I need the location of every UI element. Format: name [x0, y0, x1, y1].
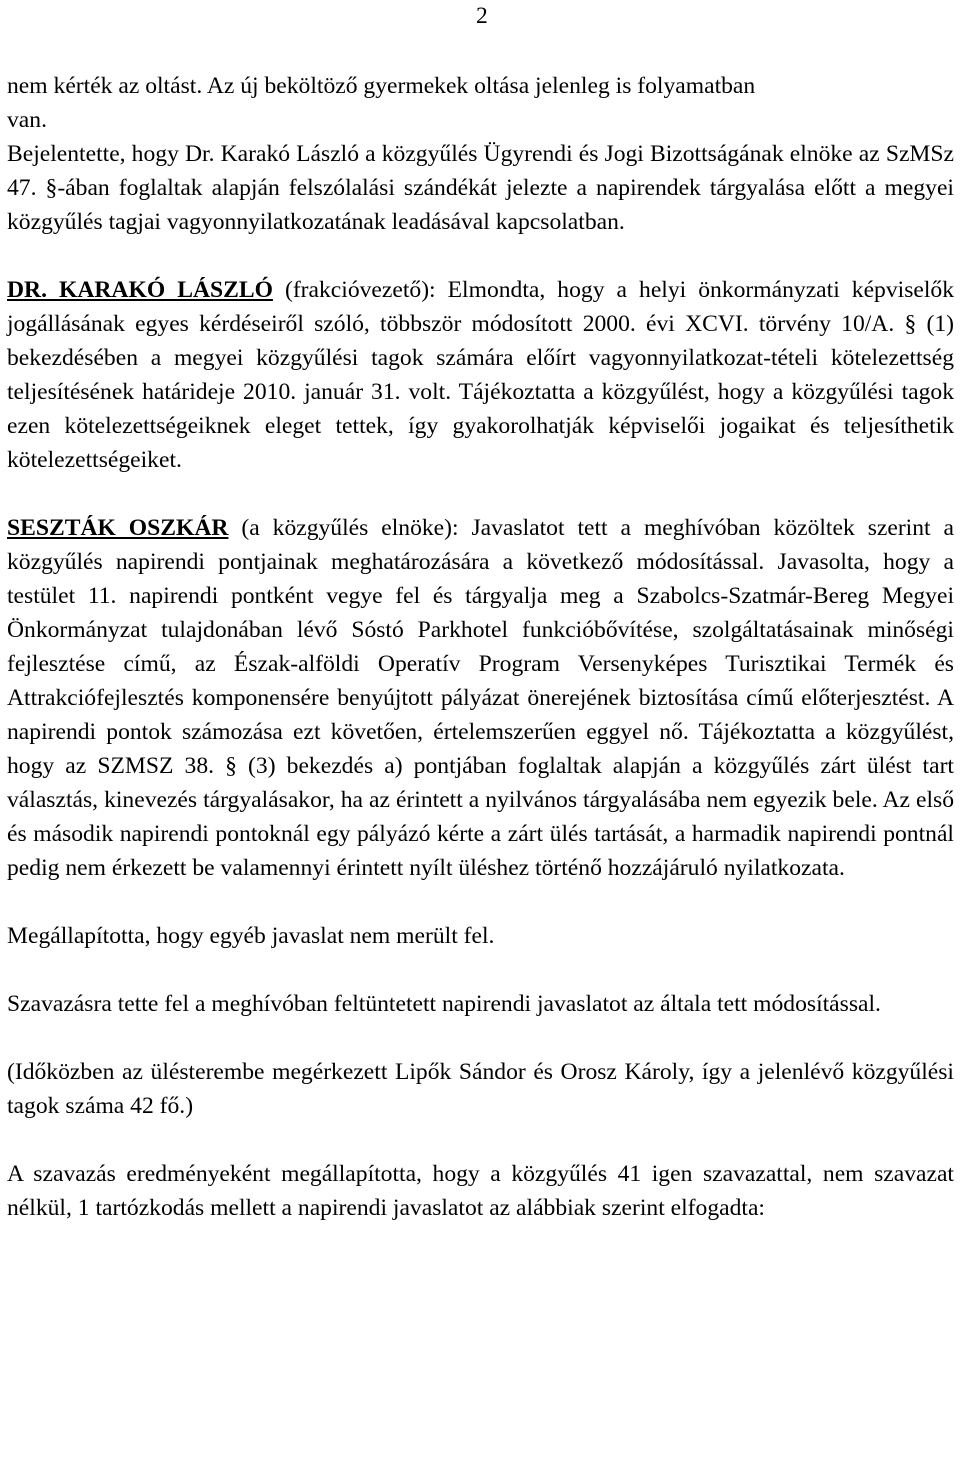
- document-body: [7, 69, 954, 1225]
- paragraph-spacer: [7, 885, 954, 919]
- paragraph-spacer: [7, 1123, 954, 1157]
- paragraph-spacer: [7, 953, 954, 987]
- paragraph-karako-statement: [7, 273, 954, 477]
- paragraph-vaccination-line2: van.: [7, 107, 47, 133]
- speaker-name-sesztak: SESZTÁK OSZKÁR: [7, 515, 229, 541]
- paragraph-sesztak-statement: [7, 511, 954, 885]
- karako-statement-text: (frakcióvezető): Elmondta, hogy a helyi önkormányzati képviselők jogállásának egyes kérdéseiről szóló, többször módosított 2000. évi XCVI. törvény 10/A. § (1) bekezdésében a megyei közgyűlési tagok számára előírt vagyonnyilatkozat-tételi kötelezettség teljesítésének határideje 2010. január 31. volt. Tájékoztatta a közgyűlést, hogy a közgyűlési tagok ezen kötelezettségeiknek eleget tettek, így gyakorolhatják képviselői jogaikat és teljesíthetik kötelezettségeiket.: [7, 277, 954, 473]
- paragraph-spacer: [7, 239, 954, 273]
- paragraph-no-other-proposal: Megállapította, hogy egyéb javaslat nem merült fel.: [7, 923, 495, 949]
- paragraph-vote-result: A szavazás eredményeként megállapította, hogy a közgyűlés 41 igen szavazattal, nem szavazat nélkül, 1 tartózkodás mellett a napirendi javaslatot az alábbiak szerint elfogadta:: [7, 1161, 954, 1221]
- speaker-name-karako: DR. KARAKÓ LÁSZLÓ: [7, 277, 273, 303]
- paragraph-spacer: [7, 1021, 954, 1055]
- sesztak-statement-text: (a közgyűlés elnöke): Javaslatot tett a meghívóban közöltek szerint a közgyűlés napirendi pontjainak meghatározására a következő módosítással. Javasolta, hogy a testület 11. napirendi pontként vegye fel és tárgyalja meg a Szabolcs-Szatmár-Bereg Megyei Önkormányzat tulajdonában lévő Sóstó Parkhotel funkcióbővítése, szolgáltatásainak minőségi fejlesztése című, az Észak-alföldi Operatív Program Versenyképes Turisztikai Termék és Attrakciófejlesztés komponensére benyújtott pályázat önerejének biztosítása című előterjesztést. A napirendi pontok számozása ezt követően, értelemszerűen eggyel nő. Tájékoztatta a közgyűlést, hogy az SZMSZ 38. § (3) bekezdés a) pontjában foglaltak alapján a közgyűlés zárt ülést tart választás, kinevezés tárgyalásakor, ha az érintett a nyilvános tárgyalásába nem egyezik bele. Az első és második napirendi pontoknál egy pályázó kérte a zárt ülés tartását, a harmadik napirendi pontnál pedig nem érkezett be valamennyi érintett nyílt üléshez történő hozzájáruló nyilatkozata.: [7, 515, 954, 881]
- paragraph-announcement: Bejelentette, hogy Dr. Karakó László a közgyűlés Ügyrendi és Jogi Bizottságának elnöke az SzMSz 47. §-ában foglaltak alapján felszólalási szándékát jelezte a napirendek tárgyalása előtt a megyei közgyűlés tagjai vagyonnyilatkozatának leadásával kapcsolatban.: [7, 141, 954, 235]
- paragraph-attendance-note: (Időközben az ülésterembe megérkezett Lipők Sándor és Orosz Károly, így a jelenlévő közgyűlési tagok száma 42 fő.): [7, 1059, 954, 1119]
- paragraph-spacer: [7, 477, 954, 511]
- page-number: 2: [476, 3, 488, 29]
- paragraph-vaccination-line1: nem kérték az oltást. Az új beköltöző gyermekek oltása jelenleg is folyamatban: [7, 73, 756, 99]
- paragraph-vote-called: Szavazásra tette fel a meghívóban feltüntetett napirendi javaslatot az általa tett módosítással.: [7, 991, 881, 1017]
